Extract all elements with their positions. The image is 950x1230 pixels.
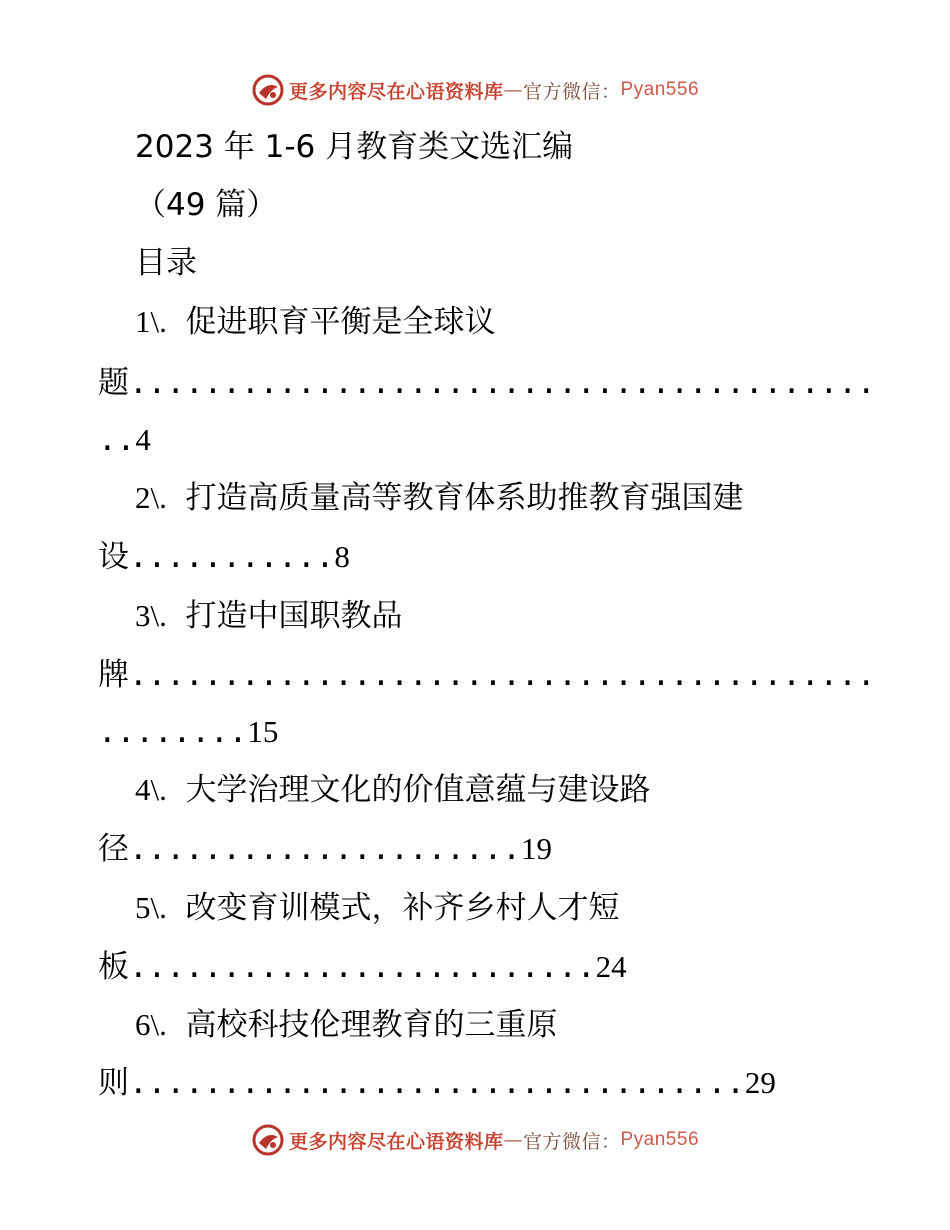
toc-leader-dots: ........ bbox=[98, 714, 248, 750]
toc-entry-2-title-line[interactable]: 2\. 打造高质量高等教育体系助推教育强国建 bbox=[135, 480, 744, 516]
watermark-dash: — bbox=[503, 1129, 523, 1151]
watermark-main-text: 更多内容尽在心语资料库 bbox=[288, 80, 504, 103]
toc-heading: 目录 bbox=[135, 245, 197, 281]
toc-leader-dots: ..................... bbox=[129, 831, 521, 867]
toc-entry-1-title-line[interactable]: 1\. 促进职育平衡是全球议 bbox=[135, 304, 496, 340]
watermark-main-text: 更多内容尽在心语资料库 bbox=[288, 1130, 504, 1153]
toc-page-number: 19 bbox=[520, 831, 552, 866]
seal-logo-icon bbox=[251, 73, 285, 107]
footer-watermark bbox=[0, 1120, 950, 1160]
toc-leader-dots: ......................... bbox=[129, 949, 596, 985]
toc-entry-3-leader-line[interactable]: 牌........................................ bbox=[98, 657, 876, 693]
toc-leader-dots: .. bbox=[98, 422, 136, 458]
toc-page-number: 4 bbox=[135, 422, 151, 457]
toc-entry-2-leader-line[interactable]: 设...........8 bbox=[98, 539, 350, 575]
toc-page-number: 8 bbox=[334, 539, 350, 574]
toc-entry-1-leader-line[interactable]: 题........................................ bbox=[98, 365, 876, 401]
toc-leader-dots: ........................................ bbox=[129, 365, 876, 401]
toc-entry-4-leader-line[interactable]: 径.....................19 bbox=[98, 831, 552, 867]
toc-leader-dots: ........................................ bbox=[129, 657, 876, 693]
toc-entry-6-title-line[interactable]: 6\. 高校科技伦理教育的三重原 bbox=[135, 1007, 558, 1043]
toc-entry-5-leader-line[interactable]: 板.........................24 bbox=[98, 949, 627, 985]
toc-entry-3-title-line[interactable]: 3\. 打造中国职教品 bbox=[135, 598, 403, 634]
toc-leader-dots: ................................. bbox=[129, 1065, 745, 1101]
toc-entry-6-leader-line[interactable]: 则.................................29 bbox=[98, 1065, 776, 1101]
toc-leader-dots: ........... bbox=[129, 539, 335, 575]
toc-entry-3-page-line[interactable] bbox=[98, 712, 278, 752]
watermark-dash: — bbox=[503, 79, 523, 101]
seal-logo-icon bbox=[251, 1123, 285, 1157]
toc-page-number: 29 bbox=[744, 1065, 776, 1100]
watermark-wechat-id: Pyan556 bbox=[620, 1129, 700, 1150]
header-watermark bbox=[0, 70, 950, 110]
doc-title: 2023 年 1-6 月教育类文选汇编 bbox=[135, 129, 574, 165]
watermark-sub-text: 官方微信： bbox=[522, 80, 621, 103]
toc-entry-1-page-line[interactable] bbox=[98, 420, 151, 460]
doc-article-count: （49 篇） bbox=[135, 187, 278, 223]
watermark-sub-text: 官方微信： bbox=[522, 1130, 621, 1153]
toc-entry-4-title-line[interactable]: 4\. 大学治理文化的价值意蕴与建设路 bbox=[135, 772, 651, 808]
toc-page-number: 15 bbox=[247, 714, 279, 749]
watermark-wechat-id: Pyan556 bbox=[620, 79, 700, 100]
toc-entry-5-title-line[interactable]: 5\. 改变育训模式，补齐乡村人才短 bbox=[135, 890, 620, 926]
toc-page-number: 24 bbox=[595, 949, 627, 984]
